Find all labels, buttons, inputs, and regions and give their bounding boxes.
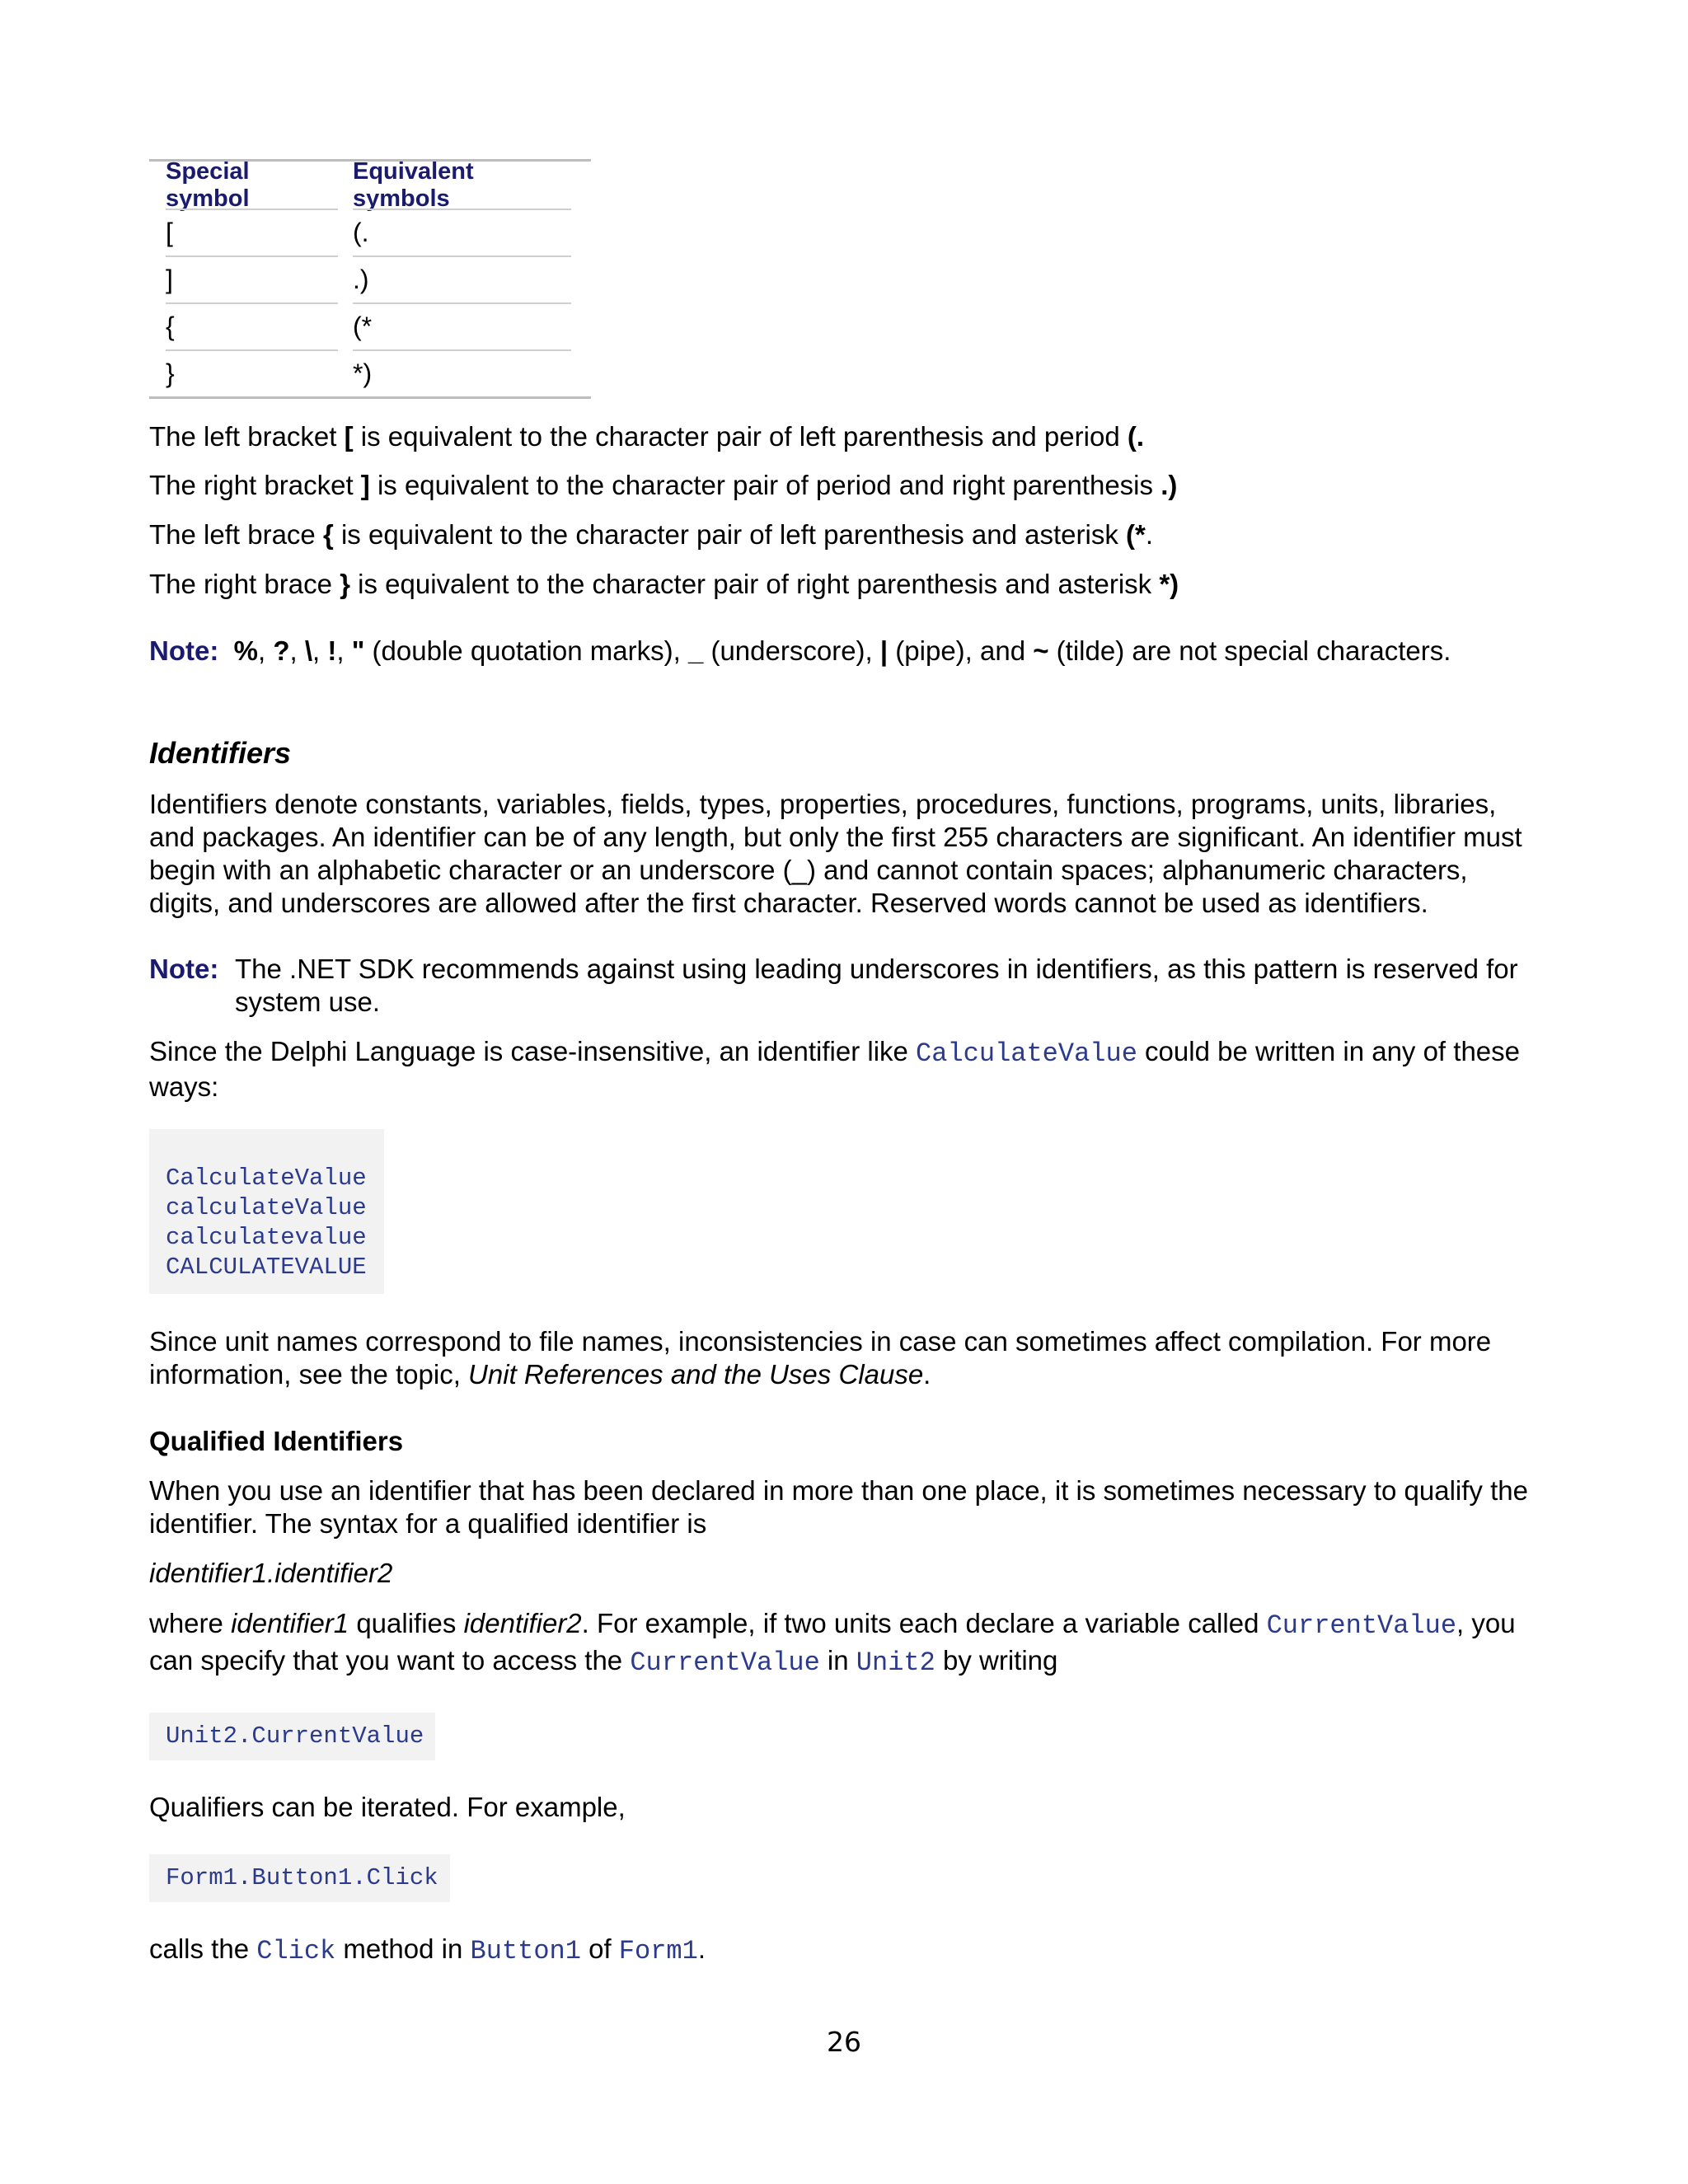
text: (tilde) are not special characters.	[1048, 635, 1451, 666]
table-row	[149, 209, 591, 255]
text: The right bracket	[149, 470, 361, 500]
qualified-syntax: identifier1.identifier2	[149, 1558, 393, 1588]
symbol: }	[340, 569, 350, 599]
equivalence-line	[149, 518, 1153, 551]
symbol: (.	[1127, 421, 1145, 452]
code-line: calculateValue	[166, 1194, 367, 1221]
text: ,	[312, 635, 328, 666]
text: .	[923, 1359, 931, 1390]
text: identifier1	[231, 1608, 349, 1638]
unit-names-paragraph	[149, 1325, 1542, 1391]
calls-paragraph	[149, 1933, 706, 1968]
iterated-paragraph: Qualifiers can be iterated. For example,	[149, 1792, 626, 1822]
code-line: calculatevalue	[166, 1224, 367, 1251]
code-block-case-variants	[149, 1129, 384, 1294]
text: is equivalent to the character pair of right parenthesis and asterisk	[349, 569, 1160, 599]
text: ,	[289, 635, 305, 666]
note-label: Note:	[149, 635, 219, 666]
text: Since the Delphi Language is case-insensitive, an identifier like	[149, 1036, 917, 1066]
text: . For example, if two units each declare a variable called	[581, 1608, 1267, 1638]
text: (underscore),	[703, 635, 880, 666]
text: ,	[258, 635, 274, 666]
symbol: "	[351, 635, 365, 666]
table-cell: }	[166, 349, 338, 396]
text: .	[1145, 519, 1154, 550]
symbol: ?	[273, 635, 290, 666]
text: qualifies	[349, 1608, 464, 1638]
symbol: |	[879, 635, 889, 666]
note-dotnet	[149, 953, 1542, 1019]
text: .	[697, 1933, 706, 1964]
text: is equivalent to the character pair of left parenthesis and asterisk	[333, 519, 1126, 550]
text: (double quotation marks),	[364, 635, 688, 666]
table-cell: .)	[353, 255, 571, 302]
inline-code: CalculateValue	[916, 1038, 1137, 1069]
symbol: ~	[1033, 635, 1049, 666]
code-line: Form1.Button1.Click	[166, 1864, 438, 1891]
text: where	[149, 1608, 232, 1638]
code-line: Unit2.CurrentValue	[166, 1722, 424, 1750]
code-line: CalculateValue	[166, 1165, 367, 1192]
table-cell: (*	[353, 302, 571, 349]
symbol: [	[344, 421, 354, 452]
special-symbols-table	[149, 159, 591, 399]
where-paragraph	[149, 1606, 1542, 1680]
text: calls the	[149, 1933, 257, 1964]
symbol: %	[233, 635, 259, 666]
symbol: (*	[1126, 519, 1146, 550]
text: is equivalent to the character pair of period and right parenthesis	[369, 470, 1161, 500]
note-special-chars	[149, 635, 1451, 668]
table-header-row	[149, 157, 591, 212]
table-cell: [	[166, 209, 338, 255]
qualified-paragraph: When you use an identifier that has been declared in more than one place, it is sometimes necessary to qualify the identifier. The syntax for a qualified identifier is	[149, 1475, 1528, 1539]
table-header-cell: Equivalent symbols	[353, 157, 474, 212]
table-cell: {	[166, 302, 338, 349]
equivalence-line	[149, 469, 1177, 502]
text: The left brace	[149, 519, 323, 550]
note-label: Note:	[149, 954, 219, 984]
equivalence-line	[149, 568, 1179, 601]
text: The left bracket	[149, 421, 345, 452]
symbol: _	[687, 635, 704, 666]
inline-code: Button1	[470, 1936, 581, 1966]
page-number: 26	[827, 2026, 861, 2058]
text: by writing	[935, 1645, 1058, 1675]
table-cell: (.	[353, 209, 571, 255]
table-row	[149, 349, 591, 396]
table-header-cell: Special symbol	[166, 157, 250, 212]
text: method in	[335, 1933, 471, 1964]
inline-code: Unit2	[856, 1647, 935, 1678]
text: identifier2	[463, 1608, 582, 1638]
text: of	[580, 1933, 619, 1964]
table-cell: ]	[166, 255, 338, 302]
table-row	[149, 255, 591, 302]
subsection-title-qualified: Qualified Identifiers	[149, 1426, 404, 1456]
table-cell: *)	[353, 349, 571, 396]
code-block-form1	[149, 1854, 450, 1902]
inline-code: CurrentValue	[1266, 1610, 1457, 1641]
code-block-unit2	[149, 1713, 435, 1760]
inline-code: Form1	[618, 1936, 698, 1966]
topic-reference: Unit References and the Uses Clause	[468, 1359, 924, 1390]
text: could be written in any of these ways:	[149, 1036, 1521, 1102]
inline-code: Click	[256, 1936, 336, 1966]
table-row	[149, 302, 591, 349]
text: The right brace	[149, 569, 340, 599]
symbol: *)	[1159, 569, 1179, 599]
note-text: The .NET SDK recommends against using leading underscores in identifiers, as this pattern is reserved for system use.	[235, 954, 1518, 1017]
text: Since unit names correspond to file names, inconsistencies in case can sometimes affect compilation. For more information, see the topic,	[149, 1326, 1492, 1390]
text: (pipe), and	[888, 635, 1034, 666]
symbol: !	[327, 635, 337, 666]
symbol: ]	[360, 470, 370, 500]
symbol: {	[322, 519, 334, 550]
identifiers-paragraph: Identifiers denote constants, variables, fields, types, properties, procedures, functions, programs, units, libraries, and packages. An identifier can be of any length, but only the first 255 characters are significant. An identifier must begin with an alphabetic character or an underscore (_) and cannot contain spaces; alphanumeric characters, digits, and underscores are allowed after the first character. Reserved words cannot be used as identifiers.	[149, 789, 1522, 918]
inline-code: CurrentValue	[630, 1647, 820, 1678]
symbol: .)	[1160, 470, 1178, 500]
symbol: \	[304, 635, 313, 666]
case-insensitive-paragraph	[149, 1035, 1542, 1104]
equivalence-line	[149, 420, 1144, 453]
code-line: CALCULATEVALUE	[166, 1254, 367, 1281]
text: is equivalent to the character pair of left parenthesis and period	[353, 421, 1128, 452]
text: , you can specify that you want to access the	[149, 1608, 1516, 1675]
text: ,	[336, 635, 352, 666]
section-title-identifiers: Identifiers	[149, 736, 292, 770]
text: in	[819, 1645, 856, 1675]
